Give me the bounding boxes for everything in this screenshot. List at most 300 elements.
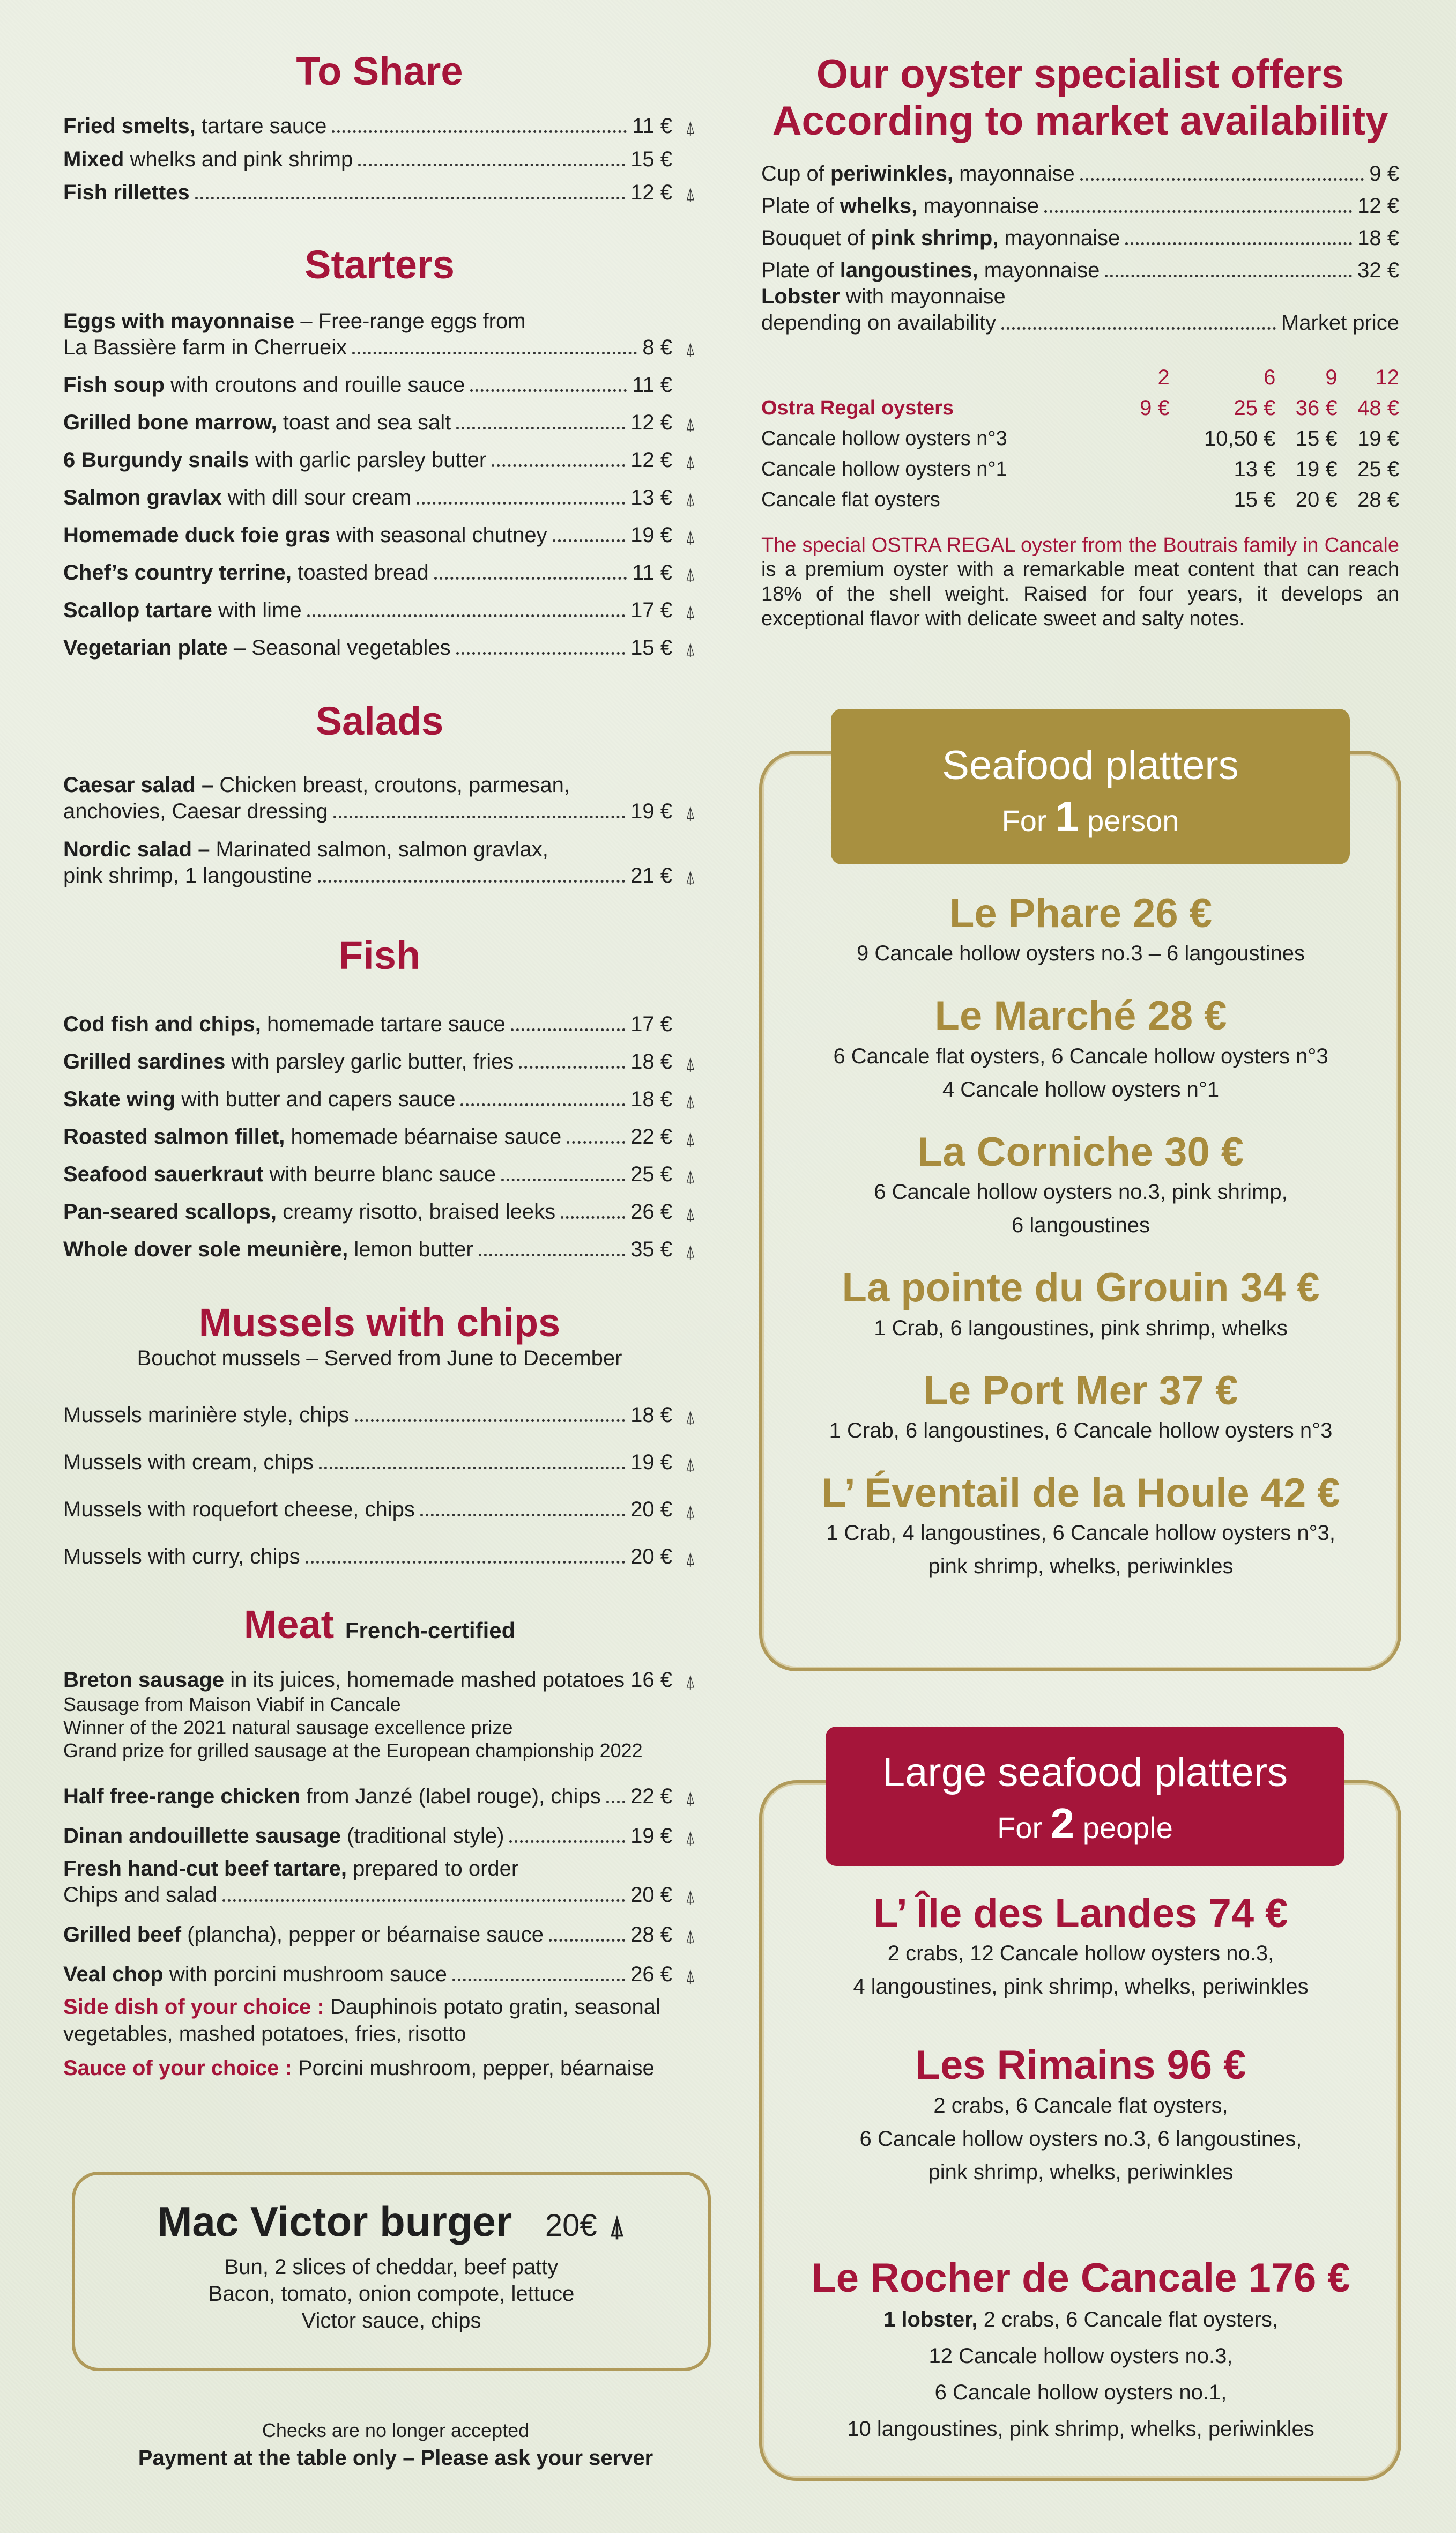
- item-name-bold: Veal chop: [63, 1962, 164, 1987]
- item-price: 11 €: [632, 114, 672, 138]
- item-description: with croutons and rouille sauce: [164, 373, 465, 397]
- platter-description: 12 Cancale hollow oysters no.3,: [928, 2344, 1233, 2368]
- leader-dots: [606, 1801, 625, 1803]
- table-cell: Cancale flat oysters: [761, 488, 940, 511]
- platter-description: 1 Crab, 6 langoustines, 6 Cancale hollow oysters n°3: [829, 1418, 1333, 1442]
- nordic-salad-item: Nordic salad – Marinated salmon, salmon gravlax,: [63, 838, 548, 862]
- table-cell: [1125, 424, 1169, 454]
- menu-item-row: [63, 1199, 696, 1225]
- table-cell: Cancale hollow oysters n°3: [761, 427, 1007, 450]
- salads-title: Salads: [315, 699, 444, 744]
- platter-title: Le Port Mer 37 €: [923, 1367, 1238, 1413]
- platter-item: [759, 1470, 1402, 1583]
- item-price: 32 €: [1357, 258, 1399, 282]
- menu-item-row: [63, 1086, 696, 1112]
- menu-item-row: [63, 1961, 696, 1987]
- menu-item-name: [63, 1961, 447, 1987]
- takeaway-icon: ⍋: [685, 1454, 696, 1475]
- takeaway-icon: ⍋: [685, 1548, 696, 1569]
- table-cell: Ostra Regal oysters: [761, 396, 954, 419]
- platter-description: 1 Crab, 6 langoustines, pink shrimp, whelks: [874, 1316, 1288, 1340]
- item-price: 18 €: [1357, 226, 1399, 250]
- menu-item-name: [63, 1199, 555, 1225]
- item-description: mayonnaise: [953, 161, 1075, 186]
- platter-description: 6 Cancale hollow oysters no.1,: [934, 2381, 1227, 2405]
- item-price: 18 €: [630, 1050, 672, 1074]
- burger-title-row: Mac Victor burger 20€ ⍋: [157, 2198, 626, 2245]
- item-price: 11 €: [632, 373, 672, 397]
- menu-item-row: [63, 560, 696, 586]
- item-name-bold: Grilled beef: [63, 1923, 182, 1947]
- takeaway-icon: ⍋: [685, 1501, 696, 1522]
- leader-dots: [1044, 210, 1352, 213]
- takeaway-icon: ⍋: [685, 1091, 696, 1112]
- item-description: toast and sea salt: [277, 411, 451, 435]
- menu-item-name: [63, 1497, 415, 1522]
- menu-item-name: [63, 597, 302, 623]
- table-header-cell: 6: [1264, 365, 1276, 389]
- menu-item-name: [761, 161, 1075, 187]
- platter-item: [759, 890, 1402, 970]
- menu-item-row: [63, 1011, 696, 1037]
- menu-item-name: [63, 146, 353, 172]
- table-cell: 25 €: [1234, 396, 1276, 420]
- platter-description: 1 Crab, 4 langoustines, 6 Cancale hollow oysters n°3,: [826, 1521, 1335, 1545]
- item-price: 26 €: [630, 1962, 672, 1987]
- leader-dots: [567, 1141, 625, 1144]
- table-cell: 48 €: [1357, 396, 1399, 420]
- platter-description: 4 langoustines, pink shrimp, whelks, periwinkles: [853, 1975, 1309, 1999]
- platter-title: Le Phare 26 €: [949, 891, 1213, 936]
- platter-title: L’ Éventail de la Houle 42 €: [821, 1470, 1340, 1516]
- leader-dots: [501, 1179, 625, 1181]
- item-prefix: Plate of: [761, 258, 840, 282]
- footer-payment-note: Payment at the table only – Please ask your server: [138, 2446, 653, 2470]
- leader-dots: [470, 389, 627, 392]
- oyster-table-row: [761, 454, 1399, 485]
- platter-title: La pointe du Grouin 34 €: [842, 1265, 1320, 1311]
- platter-item: [759, 1890, 1402, 2003]
- large-platters-list: [759, 1890, 1402, 2189]
- item-name-bold: Homemade duck foie gras: [63, 523, 330, 547]
- mussels-list: [63, 1402, 696, 1569]
- oyster-title: Our oyster specialist offers According to market availability: [772, 51, 1388, 144]
- takeaway-icon: ⍋: [685, 414, 696, 435]
- item-name-bold: Half free-range chicken: [63, 1784, 301, 1809]
- menu-item-row: [761, 193, 1399, 219]
- item-name-bold: Pan-seared scallops,: [63, 1200, 277, 1224]
- menu-item-row: [63, 1124, 696, 1150]
- eggs-item-line2: La Bassière farm in Cherrueix 8 € ⍋: [63, 336, 696, 360]
- menu-item-row: [63, 1049, 696, 1075]
- leader-dots: [1125, 242, 1352, 245]
- item-description: tartare sauce: [195, 114, 327, 138]
- caesar-salad-item: Caesar salad – Chicken breast, croutons, parmesan,: [63, 773, 570, 797]
- burger-desc-line: Victor sauce, chips: [301, 2309, 481, 2332]
- tartare-item: Fresh hand-cut beef tartare, prepared to order: [63, 1857, 519, 1881]
- item-name-bold: pink shrimp,: [871, 226, 999, 250]
- item-description: Mussels with cream, chips: [63, 1450, 314, 1475]
- menu-item-row: [63, 522, 696, 548]
- item-description: with butter and capers sauce: [175, 1087, 456, 1112]
- footer-checks-note: Checks are no longer accepted: [262, 2419, 530, 2441]
- menu-item-row: [761, 225, 1399, 251]
- platter-description: 10 langoustines, pink shrimp, whelks, periwinkles: [847, 2417, 1314, 2441]
- item-description: – Seasonal vegetables: [227, 636, 451, 660]
- leader-dots: [1105, 275, 1352, 277]
- item-price: 19 €: [630, 1824, 672, 1848]
- item-description: toasted bread: [292, 561, 429, 585]
- leader-dots: [332, 130, 627, 133]
- leader-dots: [509, 1840, 625, 1843]
- menu-item-row: [63, 372, 696, 398]
- table-header-cell: [761, 362, 1125, 393]
- menu-item-name: [63, 1449, 314, 1475]
- item-description: whelks and pink shrimp: [124, 147, 353, 172]
- item-price: 9 €: [1369, 161, 1399, 186]
- table-cell: 19 €: [1357, 426, 1399, 450]
- item-price: 18 €: [630, 1087, 672, 1112]
- table-cell: 9 €: [1140, 396, 1170, 420]
- menu-item-row: [63, 113, 696, 139]
- oyster-table-header: [761, 362, 1399, 393]
- table-cell: 19 €: [1295, 457, 1338, 481]
- breton-note-line: Grand prize for grilled sausage at the European championship 2022: [63, 1739, 643, 1761]
- item-name-bold: Fish soup: [63, 373, 165, 397]
- item-description: homemade tartare sauce: [261, 1012, 506, 1036]
- leader-dots: [549, 1939, 625, 1942]
- item-name-bold: Grilled bone marrow,: [63, 411, 277, 435]
- takeaway-icon: ⍋: [685, 489, 696, 510]
- menu-item-name: [63, 485, 411, 510]
- table-cell: 28 €: [1357, 487, 1399, 512]
- takeaway-icon: ⍋: [608, 2211, 626, 2242]
- item-price: 20 €: [630, 1545, 672, 1569]
- leader-dots: [519, 1066, 625, 1069]
- menu-item-name: [63, 1124, 561, 1150]
- oyster-list: [761, 161, 1399, 283]
- item-name-bold: Skate wing: [63, 1087, 175, 1112]
- platter-item: [759, 993, 1402, 1106]
- takeaway-icon: ⍋: [685, 527, 696, 547]
- burger-desc-line: Bun, 2 slices of cheddar, beef patty: [224, 2255, 559, 2279]
- item-price: 11 €: [632, 561, 672, 585]
- table-cell: [1125, 485, 1169, 515]
- platter-description: 6 Cancale hollow oysters no.3, 6 langoustines,: [859, 2127, 1302, 2151]
- fish-title: Fish: [338, 933, 421, 978]
- table-cell: 15 €: [1295, 426, 1338, 450]
- starters-list: [63, 372, 696, 661]
- mussels-title: Mussels with chips: [198, 1300, 561, 1345]
- leader-dots: [1080, 178, 1364, 181]
- platter-title: La Corniche 30 €: [917, 1129, 1244, 1175]
- oyster-table-row: [761, 424, 1399, 454]
- menu-item-name: [63, 1049, 514, 1075]
- item-description: mayonnaise: [998, 226, 1120, 250]
- leader-dots: [561, 1216, 625, 1219]
- platter-description: 2 crabs, 6 Cancale flat oysters,: [933, 2093, 1228, 2117]
- breton-note-line: Sausage from Maison Viabif in Cancale: [63, 1693, 401, 1715]
- item-description: with garlic parsley butter: [249, 448, 487, 472]
- leader-dots: [452, 1979, 625, 1981]
- platter-item: [759, 1129, 1402, 1242]
- item-name-bold: Grilled sardines: [63, 1050, 226, 1074]
- sauce-note: Sauce of your choice : Porcini mushroom, pepper, béarnaise: [63, 2056, 655, 2080]
- item-name-bold: langoustines,: [840, 258, 978, 282]
- menu-item-row: [63, 1922, 696, 1947]
- leader-dots: [434, 577, 627, 580]
- takeaway-icon: ⍋: [685, 639, 696, 660]
- burger-description: [75, 2254, 708, 2334]
- item-price: 19 €: [630, 523, 672, 547]
- platter-item: [759, 2042, 1402, 2188]
- menu-item-name: [761, 225, 1120, 251]
- takeaway-icon: ⍋: [685, 1053, 696, 1074]
- menu-item-row: [63, 1497, 696, 1522]
- platter-title: L’ Île des Landes 74 €: [873, 1891, 1288, 1936]
- item-price: 12 €: [630, 181, 672, 205]
- to-share-title: To Share: [296, 49, 463, 93]
- item-price: 17 €: [630, 1012, 672, 1036]
- platter-description: pink shrimp, whelks, periwinkles: [928, 1554, 1234, 1579]
- leader-dots: [355, 1419, 626, 1422]
- burger-box: [72, 2172, 711, 2371]
- lobster-item: Lobster with mayonnaise: [761, 284, 1006, 308]
- item-price: 20 €: [630, 1498, 672, 1522]
- meat-title: Meat French-certified: [243, 1602, 516, 1647]
- menu-item-name: [63, 522, 547, 548]
- takeaway-icon: ⍋: [685, 451, 696, 472]
- item-name-bold: Cod fish and chips,: [63, 1012, 261, 1036]
- leader-dots: [307, 614, 626, 617]
- item-name-bold: Seafood sauerkraut: [63, 1162, 264, 1187]
- table-cell: Cancale hollow oysters n°1: [761, 457, 1007, 480]
- leader-dots: [417, 502, 625, 505]
- takeaway-icon: ⍋: [685, 1788, 696, 1809]
- menu-item-row: [63, 1823, 696, 1849]
- caesar-salad-line2: anchovies, Caesar dressing 19 € ⍋: [63, 799, 696, 824]
- table-header-cell: 12: [1375, 365, 1399, 389]
- item-description: Mussels with roquefort cheese, chips: [63, 1498, 415, 1522]
- takeaway-icon: ⍋: [685, 1128, 696, 1149]
- item-price: 12 €: [630, 448, 672, 472]
- menu-item-row: [63, 635, 696, 661]
- item-name-bold: Fried smelts,: [63, 114, 196, 138]
- leader-dots: [420, 1514, 625, 1516]
- item-price: 19 €: [630, 1450, 672, 1475]
- fish-list: [63, 1011, 696, 1262]
- menu-item-name: [63, 180, 190, 205]
- item-description: Mussels with curry, chips: [63, 1545, 300, 1569]
- leader-dots: [195, 197, 626, 199]
- item-description: with lime: [212, 598, 302, 623]
- leader-dots: [553, 539, 626, 542]
- item-prefix: Cup of: [761, 161, 830, 186]
- menu-item-row: [63, 1161, 696, 1187]
- item-price: 25 €: [630, 1162, 672, 1187]
- table-cell: 15 €: [1234, 487, 1276, 512]
- item-name-bold: Salmon gravlax: [63, 486, 222, 510]
- platter-le-rocher-de-cancale: Le Rocher de Cancale 176 € 1 lobster, 2 crabs, 6 Cancale flat oysters, 12 Cancale hollow oysters no.3, 6 Cancale hollow oysters no.1, 10 langoustines, pink shrimp, whelks, periwinkles: [759, 2255, 1402, 2447]
- item-description: with seasonal chutney: [330, 523, 547, 547]
- platter-title: Les Rimains 96 €: [915, 2042, 1246, 2088]
- takeaway-icon: ⍋: [685, 1886, 696, 1907]
- item-price: 12 €: [630, 411, 672, 435]
- table-cell: 25 €: [1357, 457, 1399, 481]
- platter-item: [759, 1264, 1402, 1344]
- item-price: 26 €: [630, 1200, 672, 1224]
- menu-item-name: [761, 193, 1039, 219]
- takeaway-icon: ⍋: [685, 1671, 696, 1692]
- platter-description: 9 Cancale hollow oysters no.3 – 6 langoustines: [856, 942, 1305, 966]
- menu-item-row: [63, 1783, 696, 1809]
- leader-dots: [479, 1254, 625, 1256]
- platter-item: [759, 1367, 1402, 1447]
- item-name-bold: Chef’s country terrine,: [63, 561, 292, 585]
- takeaway-icon: ⍋: [685, 602, 696, 623]
- menu-item-row: [63, 485, 696, 510]
- item-description: lemon butter: [348, 1238, 473, 1262]
- takeaway-icon: ⍋: [685, 1827, 696, 1848]
- item-description: with porcini mushroom sauce: [163, 1962, 447, 1987]
- item-price: 15 €: [630, 636, 672, 660]
- platter-description: 2 crabs, 12 Cancale hollow oysters no.3,: [887, 1942, 1274, 1966]
- oyster-table-row: [761, 393, 1399, 424]
- nordic-salad-line2: pink shrimp, 1 langoustine 21 € ⍋: [63, 864, 696, 888]
- menu-item-name: [63, 1922, 544, 1947]
- platter-description: 6 langoustines: [1012, 1213, 1150, 1238]
- meat-list: [63, 1783, 696, 1849]
- seafood-platters-header: Seafood platters For 1 person: [831, 709, 1350, 864]
- large-platters-header: Large seafood platters For 2 people: [826, 1727, 1344, 1866]
- takeaway-icon: ⍋: [685, 1406, 696, 1427]
- menu-item-row: [63, 447, 696, 473]
- menu-item-row: [63, 146, 696, 172]
- takeaway-icon: ⍋: [685, 1966, 696, 1987]
- takeaway-icon: ⍋: [685, 867, 696, 888]
- leader-dots: [456, 427, 625, 429]
- leader-dots: [306, 1561, 626, 1564]
- table-cell: 20 €: [1295, 487, 1338, 512]
- item-name-bold: whelks,: [840, 194, 918, 218]
- menu-item-row: [63, 1449, 696, 1475]
- takeaway-icon: ⍋: [685, 564, 696, 585]
- burger-desc-line: Bacon, tomato, onion compote, lettuce: [208, 2282, 575, 2306]
- menu-item-row: [63, 1544, 696, 1569]
- footer: [63, 2419, 728, 2470]
- menu-item-row: [63, 180, 696, 205]
- menu-item-name: [63, 410, 451, 435]
- table-cell: 36 €: [1295, 396, 1338, 420]
- table-cell: [1125, 454, 1169, 485]
- item-price: 18 €: [630, 1403, 672, 1427]
- item-description: homemade béarnaise sauce: [285, 1125, 562, 1149]
- oyster-table-row: [761, 485, 1399, 515]
- item-name-bold: Mixed: [63, 147, 124, 172]
- menu-item-name: [63, 1823, 504, 1849]
- item-prefix: Bouquet of: [761, 226, 871, 250]
- side-dish-note: Side dish of your choice : Dauphinois potato gratin, seasonal vegetables, mashed potatoes, fries, risotto: [63, 1995, 660, 2046]
- breton-sausage-item: Breton sausage in its juices, homemade mashed potatoes 16 € ⍋: [63, 1668, 696, 1692]
- table-cell: 13 €: [1234, 457, 1276, 481]
- takeaway-icon: ⍋: [685, 1241, 696, 1262]
- menu-item-name: [63, 113, 326, 139]
- menu-item-row: [63, 410, 696, 435]
- leader-dots: [319, 1467, 625, 1469]
- item-price: 17 €: [630, 598, 672, 623]
- takeaway-icon: ⍋: [685, 1166, 696, 1187]
- menu-item-name: [63, 1161, 496, 1187]
- item-description: Mussels marinière style, chips: [63, 1403, 350, 1427]
- item-description: (plancha), pepper or béarnaise sauce: [181, 1923, 544, 1947]
- menu-item-name: [63, 560, 429, 586]
- leader-dots: [511, 1028, 625, 1031]
- leader-dots: [456, 652, 625, 655]
- item-description: with dill sour cream: [221, 486, 412, 510]
- item-description: (traditional style): [340, 1824, 504, 1848]
- seafood-platters-list: [759, 890, 1402, 1583]
- takeaway-icon: ⍋: [685, 1926, 696, 1947]
- item-price: 22 €: [630, 1125, 672, 1149]
- mussels-subtitle: Bouchot mussels – Served from June to December: [137, 1346, 622, 1371]
- item-name-bold: Fish rillettes: [63, 181, 190, 205]
- item-description: creamy risotto, braised leeks: [276, 1200, 556, 1224]
- tartare-line2: Chips and salad 20 € ⍋: [63, 1883, 696, 1907]
- item-name-bold: Vegetarian plate: [63, 636, 228, 660]
- item-price: 15 €: [630, 147, 672, 172]
- menu-item-row: [63, 1236, 696, 1262]
- eggs-item: Eggs with mayonnaise – Free-range eggs from: [63, 309, 526, 334]
- platter-description: 4 Cancale hollow oysters n°1: [942, 1077, 1220, 1101]
- item-price: 13 €: [630, 486, 672, 510]
- menu-item-name: [63, 1236, 473, 1262]
- takeaway-icon: ⍋: [685, 803, 696, 824]
- item-price: 35 €: [630, 1238, 672, 1262]
- menu-item-row: [761, 257, 1399, 283]
- to-share-list: [63, 113, 696, 205]
- item-name-bold: Roasted salmon fillet,: [63, 1125, 285, 1149]
- menu-item-name: [63, 1544, 300, 1569]
- item-prefix: Plate of: [761, 194, 840, 218]
- menu-item-name: [63, 1086, 455, 1112]
- right-column: [761, 51, 1399, 631]
- table-header-cell: 9: [1325, 365, 1338, 389]
- menu-item-name: [63, 1011, 506, 1037]
- starters-title: Starters: [304, 242, 455, 287]
- left-column: [63, 48, 696, 2082]
- item-price: 22 €: [630, 1784, 672, 1809]
- menu-item-name: [761, 257, 1100, 283]
- item-price: 12 €: [1357, 194, 1399, 218]
- menu-item-name: [63, 372, 465, 398]
- leader-dots: [460, 1103, 625, 1106]
- item-name-bold: Dinan andouillette sausage: [63, 1824, 341, 1848]
- platter-description: 6 Cancale flat oysters, 6 Cancale hollow oysters n°3: [833, 1044, 1328, 1068]
- leader-dots: [358, 164, 625, 166]
- item-name-bold: periwinkles,: [830, 161, 953, 186]
- platter-title: Le Marché 28 €: [934, 993, 1227, 1039]
- table-cell: 10,50 €: [1204, 426, 1276, 450]
- oyster-price-table: [761, 362, 1399, 515]
- menu-item-row: [761, 161, 1399, 187]
- takeaway-icon: ⍋: [685, 1203, 696, 1224]
- takeaway-icon: ⍋: [685, 117, 696, 138]
- menu-item-name: [63, 1402, 350, 1428]
- ostra-regal-description: The special OSTRA REGAL oyster from the Boutrais family in Cancale is a premium oyster with a remarkable meat content that can reach 18% of the shell weight. Raised for four years, it develops an exceptional flavor with delicate sweet and salty notes.: [761, 534, 1399, 630]
- breton-note-line: Winner of the 2021 natural sausage excellence prize: [63, 1716, 513, 1738]
- menu-item-name: [63, 1783, 601, 1809]
- item-price: 28 €: [630, 1923, 672, 1947]
